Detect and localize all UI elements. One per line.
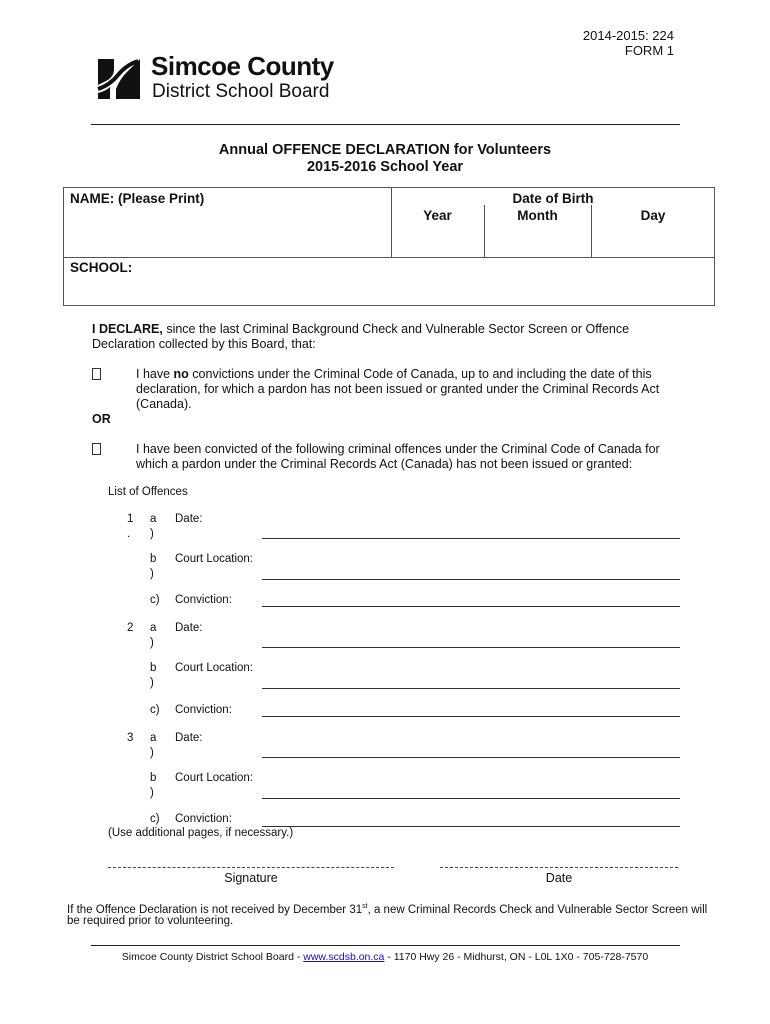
- offence-3-court-label: Court Location:: [175, 772, 253, 784]
- dob-month-label: Month: [517, 208, 558, 223]
- school-field[interactable]: [70, 276, 710, 304]
- logo-text-line2: District School Board: [152, 81, 330, 102]
- option1-checkbox[interactable]: [92, 368, 101, 380]
- signature-label: Signature: [224, 871, 278, 885]
- offence-2-number: 2: [127, 622, 134, 634]
- footer-org: Simcoe County District School Board -: [121, 951, 304, 963]
- signature-date-label: Date: [545, 871, 573, 885]
- declaration-lead: [92, 322, 629, 338]
- offence-3-sub-b: b: [150, 772, 157, 784]
- additional-pages-note: (Use additional pages, if necessary.): [108, 827, 294, 839]
- option2-line1: I have been convicted of the following criminal offences under the Criminal Code of Canada for: [136, 442, 660, 456]
- form-reference: [583, 28, 674, 58]
- list-of-offences-label: List of Offences: [108, 486, 188, 498]
- offence-3-number: 3: [127, 732, 134, 744]
- dob-year-label: Year: [423, 208, 452, 223]
- offence-2-sub-c: c): [150, 704, 160, 716]
- option1-no: no: [173, 367, 189, 381]
- option1-line2: declaration, for which a pardon has not been issued or granted under the Criminal Records Act: [136, 382, 660, 396]
- offence-1-number: 1: [127, 513, 134, 525]
- offence-1-sub-c: c): [150, 594, 160, 606]
- offence-3-date-label: Date:: [175, 732, 203, 744]
- offence-2-sub-a-paren: ): [150, 637, 154, 649]
- offence-1-date-field[interactable]: [262, 538, 680, 539]
- offence-1-court-field[interactable]: [262, 579, 680, 580]
- offence-2-sub-a: a: [150, 622, 157, 634]
- school-year: 2015-2016 School Year: [306, 159, 464, 175]
- notice-sup: st: [362, 903, 368, 910]
- offence-3-conviction-label: Conviction:: [175, 813, 232, 825]
- offence-3-sub-c: c): [150, 813, 160, 825]
- offence-2-court-label: Court Location:: [175, 662, 253, 674]
- declaration-lead-line2: Declaration collected by this Board, that:: [92, 337, 316, 351]
- or-label: OR: [92, 412, 111, 426]
- offence-1-number-suffix: .: [127, 528, 131, 540]
- logo-text-line1: Simcoe County: [151, 51, 334, 81]
- offence-2-date-field[interactable]: [262, 647, 680, 648]
- signature-field[interactable]: [108, 867, 394, 868]
- offence-1-conviction-label: Conviction:: [175, 594, 232, 606]
- offence-3-court-field[interactable]: [262, 798, 680, 799]
- name-label: NAME: (Please Print): [70, 191, 205, 206]
- signature-date-field[interactable]: [440, 867, 678, 868]
- declare-bold: I DECLARE,: [92, 322, 163, 336]
- offence-1-sub-b: b: [150, 553, 157, 565]
- offence-1-court-label: Court Location:: [175, 553, 253, 565]
- offence-3-date-field[interactable]: [262, 757, 680, 758]
- dob-month-field[interactable]: [485, 226, 590, 256]
- board-website-link[interactable]: www.scdsb.on.ca: [303, 951, 385, 963]
- dob-year-field[interactable]: [392, 226, 483, 256]
- offence-1-conviction-field[interactable]: [262, 606, 680, 607]
- form-title: Annual OFFENCE DECLARATION for Volunteers: [218, 142, 552, 158]
- footer-contact: [0, 951, 770, 963]
- option1-post: convictions under the Criminal Code of Canada, up to and including the date of this: [188, 367, 652, 381]
- option1-text: [136, 367, 652, 383]
- dob-label: Date of Birth: [512, 191, 594, 206]
- offence-2-sub-b: b: [150, 662, 157, 674]
- option1-line3: (Canada).: [136, 397, 192, 411]
- offence-3-sub-b-paren: ): [150, 787, 154, 799]
- header-divider: [91, 124, 680, 125]
- board-logo-mark-icon: [96, 55, 142, 101]
- option2-line2: which a pardon under the Criminal Records Act (Canada) has not been issued or granted:: [136, 457, 633, 471]
- offence-2-sub-b-paren: ): [150, 677, 154, 689]
- declaration-lead-text: since the last Criminal Background Check and Vulnerable Sector Screen or Offence: [162, 322, 630, 336]
- offence-1-date-label: Date:: [175, 513, 203, 525]
- notice-part2: , a new Criminal Records Check and Vulnerable Sector Screen will: [367, 903, 708, 916]
- dob-day-field[interactable]: [592, 226, 714, 256]
- school-label: SCHOOL:: [70, 260, 133, 275]
- name-field[interactable]: [70, 206, 388, 254]
- option2-checkbox[interactable]: [92, 443, 101, 455]
- offence-3-sub-a-paren: ): [150, 747, 154, 759]
- offence-2-date-label: Date:: [175, 622, 203, 634]
- offence-2-court-field[interactable]: [262, 688, 680, 689]
- form-number: FORM 1: [624, 43, 674, 58]
- deadline-notice-line2: be required prior to volunteering.: [67, 915, 234, 927]
- footer-divider: [91, 945, 680, 946]
- notice-part1: If the Offence Declaration is not received by December 31: [67, 903, 363, 916]
- dob-day-label: Day: [640, 208, 666, 223]
- offence-2-conviction-field[interactable]: [262, 716, 680, 717]
- offence-3-sub-a: a: [150, 732, 157, 744]
- option1-pre: I have: [136, 367, 174, 381]
- footer-address: - 1170 Hwy 26 - Midhurst, ON - L0L 1X0 - 705-728-7570: [384, 951, 649, 963]
- offence-2-conviction-label: Conviction:: [175, 704, 232, 716]
- offence-1-sub-a: a: [150, 513, 157, 525]
- offence-1-sub-b-paren: ): [150, 568, 154, 580]
- offence-3-conviction-field[interactable]: [262, 826, 680, 827]
- offence-1-sub-a-paren: ): [150, 528, 154, 540]
- board-logo: [96, 51, 356, 105]
- form-code: 2014-2015: 224: [582, 28, 674, 43]
- info-table-row-divider: [63, 257, 715, 258]
